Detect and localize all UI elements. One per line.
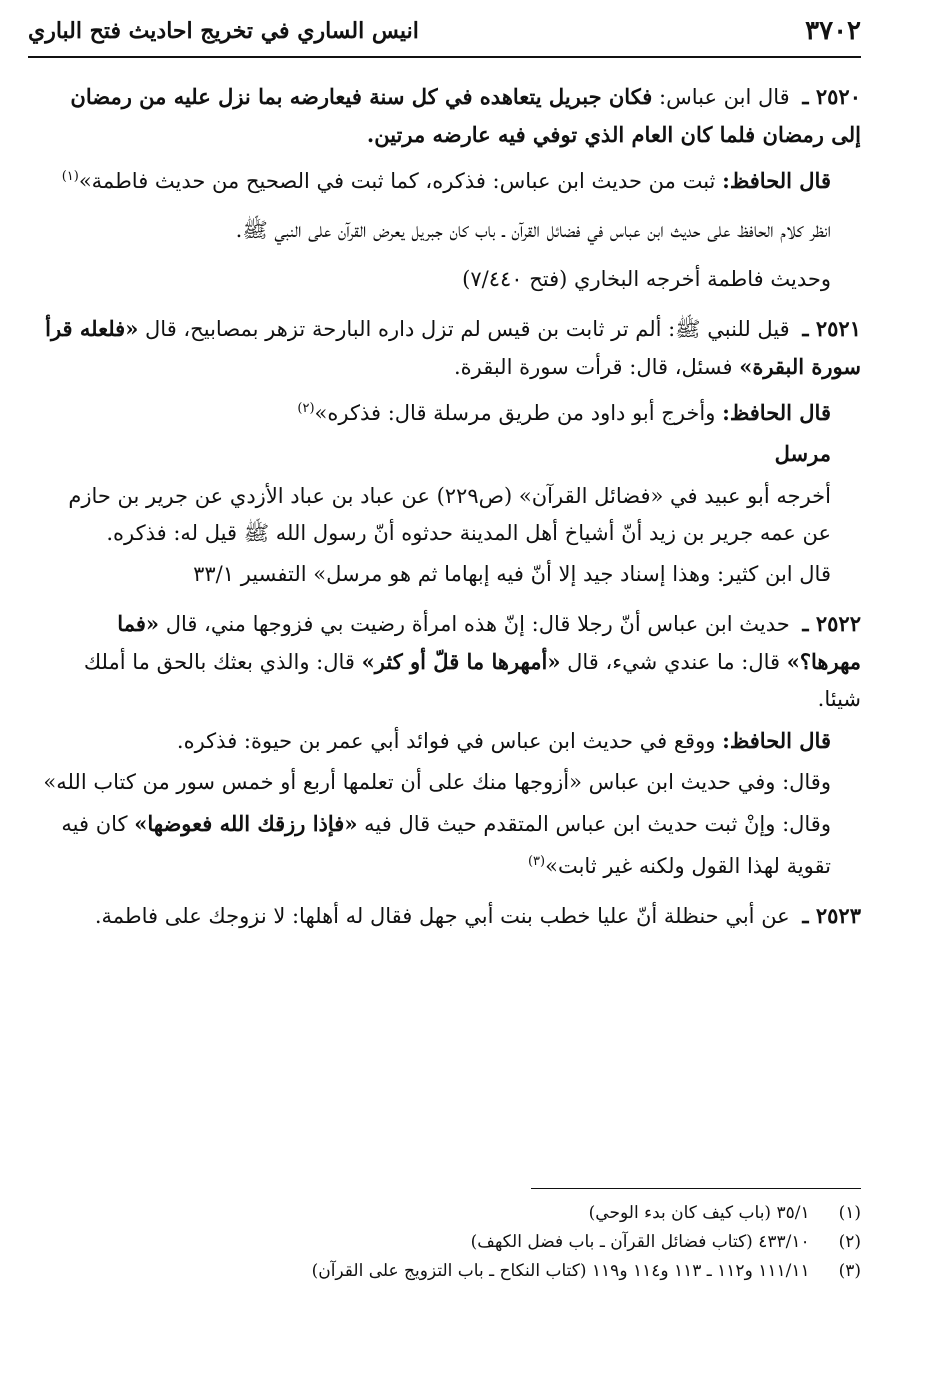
hadith-text: قيل للنبي ﷺ: ألم تر ثابت بن قيس لم تزل داره البارحة تزهر بمصابيح، قال: [145, 317, 790, 341]
hadith-text: قال: ما عندي شيء، قال: [567, 650, 781, 674]
hadith-text-bold: «فما مهرها؟»: [117, 611, 861, 674]
hadith-2522: [38, 605, 861, 718]
note-2520-b: وحديث فاطمة أخرجه البخاري (فتح ٧/٤٤٠): [462, 267, 831, 291]
hafiz-comment-2522: [38, 722, 861, 760]
note-2522-b: [38, 805, 861, 885]
hadith-number: ٢٥٢٢ ـ: [802, 611, 861, 636]
hafiz-label: قال الحافظ:: [722, 728, 831, 753]
hafiz-comment-2520: [38, 158, 861, 200]
footnote-item: [38, 1228, 861, 1257]
footnote-item: [38, 1257, 861, 1286]
hadith-text: فسئل، قال: قرأت سورة البقرة.: [453, 355, 733, 379]
hadith-text: عن أبي حنظلة أنّ عليا خطب بنت أبي جهل فقال له أهلها: لا نزوجك على فاطمة.: [94, 904, 790, 928]
hadith-text-bold: «فلعله قرأ سورة البقرة»: [45, 316, 861, 379]
page-number: ٣٧٠٢: [805, 16, 861, 46]
hadith-text: قال: والذي بعثك بالحق ما أملك شيئا.: [83, 650, 861, 711]
note-2521-a: أخرجه أبو عبيد في «فضائل القرآن» (ص٢٢٩) عن عباد بن عباد الأزدي عن جرير بن حازم عن عمه جرير بن زيد أنّ أشياخ أهل المدينة حدثوه أنّ رسول الله ﷺ قيل له: فذكره.: [68, 484, 831, 545]
hafiz-label: قال الحافظ:: [722, 168, 831, 193]
hafiz-text: وأخرج أبو داود من طريق مرسلة قال: فذكره»: [314, 401, 716, 425]
note-2522-a: وقال: وفي حديث ابن عباس «أزوجها منك على أن تعلمها أربع أو خمس سور من كتاب الله»: [43, 770, 831, 794]
hadith-number: ٢٥٢٠ ـ: [802, 84, 861, 109]
book-title: انيس الساري في تخريج احاديث فتح الباري: [28, 18, 419, 44]
note-text-bold: «فإذا رزقك الله فعوضها»: [134, 811, 358, 836]
hadith-number: ٢٥٢٣ ـ: [802, 903, 861, 928]
footnote-ref: (٣): [527, 854, 546, 869]
hafiz-label: قال الحافظ:: [722, 400, 831, 425]
page-header: [28, 12, 861, 58]
hafiz-text: ثبت من حديث ابن عباس: فذكره، كما ثبت في الصحيح من حديث فاطمة»: [78, 169, 716, 193]
hadith-text: حديث ابن عباس أنّ رجلا قال: إنّ هذه امرأة رضيت بي فزوجها مني، قال: [165, 612, 790, 636]
main-text: [38, 78, 861, 947]
footnote-number: (١): [838, 1203, 861, 1223]
footnote-number: (٢): [838, 1232, 861, 1252]
note-text: كان فيه تقوية لهذا القول ولكنه غير ثابت»: [61, 812, 831, 878]
hadith-intro: قال ابن عباس:: [659, 85, 790, 109]
footnote-number: (٣): [838, 1261, 861, 1281]
footnote-item: [38, 1199, 861, 1228]
grade-label: مرسل: [774, 441, 831, 466]
hadith-number: ٢٥٢١ ـ: [802, 316, 861, 341]
note-2521-b: قال ابن كثير: وهذا إسناد جيد إلا أنّ فيه إبهاما ثم هو مرسل» التفسير ٣٣/١: [193, 562, 831, 586]
note-text: وقال: وإنْ ثبت حديث ابن عباس المتقدم حيث قال فيه: [364, 812, 831, 836]
footnote-text: ١١١/١١ و١١٢ ـ ١١٣ و١١٤ و١١٩ (كتاب النكاح ـ باب التزويج على القرآن): [311, 1261, 810, 1281]
hadith-2521: [38, 310, 861, 386]
footnotes: [38, 1188, 861, 1286]
note-2520-a: انظر كلام الحافظ على حديث ابن عباس في فضائل القرآن ـ باب كان جبريل يعرض القرآن على النبي ﷺ.: [235, 218, 831, 242]
hafiz-text: ووقع في حديث ابن عباس في فوائد أبي عمر بن حيوة: فذكره.: [176, 729, 716, 753]
footnote-text: ٣٥/١ (باب كيف كان بدء الوحي): [588, 1203, 810, 1223]
hadith-2520: [38, 78, 861, 154]
footnote-ref: (١): [61, 169, 79, 184]
footnote-text: ٤٣٣/١٠ (كتاب فضائل القرآن ـ باب فضل الكهف): [470, 1232, 810, 1252]
hadith-text-bold: «أمهرها ما قلّ أو كثر»: [361, 649, 561, 674]
footnote-ref: (٢): [297, 401, 315, 416]
hafiz-comment-2521: [38, 390, 861, 432]
hadith-2523: [38, 897, 861, 935]
hadith-text-bold: فكان جبريل يتعاهده في كل سنة فيعارضه بما نزل عليه من رمضان إلى رمضان فلما كان العام الذي توفي فيه عارضه مرتين.: [70, 84, 861, 147]
footnote-divider: [531, 1188, 861, 1189]
